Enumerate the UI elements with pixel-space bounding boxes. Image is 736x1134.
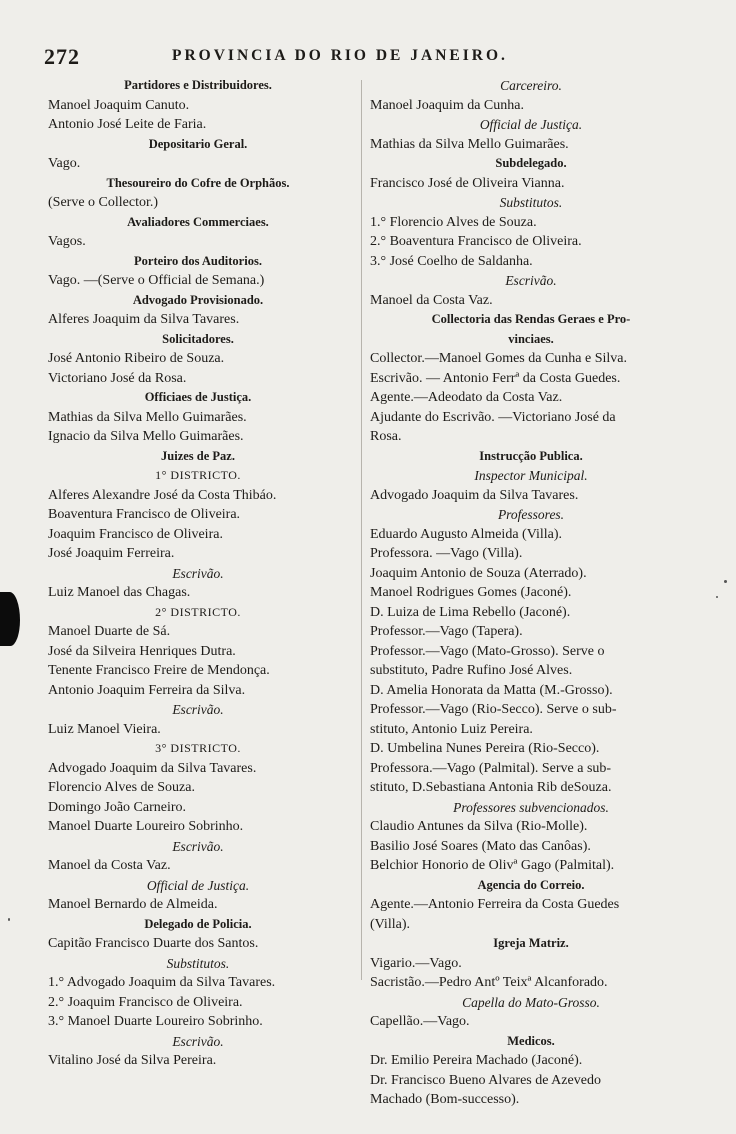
right-subsection-heading: Professores subvencionados. xyxy=(453,799,609,815)
left-entry-line: Mathias da Silva Mello Guimarães. xyxy=(48,409,247,425)
right-entry-line: Capellão.—Vago. xyxy=(370,1014,470,1029)
left-entry-line: Manoel Duarte Loureiro Sobrinho. xyxy=(48,819,244,834)
left-entry-line: (Serve o Collector.) xyxy=(48,195,159,210)
page-number: 272 xyxy=(44,44,80,69)
right-entry-line: Claudio Antunes da Silva (Rio-Molle). xyxy=(370,819,588,834)
left-entry-line: Vagos. xyxy=(48,234,86,249)
left-entry-line: 3.° Manoel Duarte Loureiro Sobrinho. xyxy=(48,1014,263,1029)
right-subsection-heading: Capella do Mato-Grosso. xyxy=(462,994,600,1010)
left-column xyxy=(48,76,348,1071)
left-entry-line: Antonio José Leite de Faria. xyxy=(48,117,207,132)
right-entry-line: Agente.—Adeodato da Costa Vaz. xyxy=(370,390,563,405)
right-entry-line: Eduardo Augusto Almeida (Villa). xyxy=(370,526,563,542)
left-section-heading: Porteiro dos Auditorios. xyxy=(134,253,262,268)
left-subsection-heading: Official de Justiça. xyxy=(146,877,250,893)
left-entry-line: Alferes Joaquim da Silva Tavares. xyxy=(48,312,240,327)
right-entry-line: 1.° Florencio Alves de Souza. xyxy=(370,214,537,230)
right-entry-line: Sacristão.—Pedro Antº Teixª Alcanforado. xyxy=(370,975,608,990)
speck xyxy=(716,596,718,598)
left-entry-line: Alferes Alexandre José da Costa Thibáo. xyxy=(48,487,277,503)
left-entry-line: Florencio Alves de Souza. xyxy=(48,780,195,795)
right-entry-line: Advogado Joaquim da Silva Tavares. xyxy=(370,487,579,503)
left-entry-line: 1.° Advogado Joaquim da Silva Tavares. xyxy=(48,975,276,990)
left-entry-line: 2.° Joaquim Francisco de Oliveira. xyxy=(48,994,243,1010)
left-subsection-heading: Escrivão. xyxy=(172,838,224,854)
left-subsection-heading: Escrivão. xyxy=(172,1033,224,1049)
column-divider xyxy=(361,80,362,980)
right-entry-line: 2.° Boaventura Francisco de Oliveira. xyxy=(370,234,582,249)
right-column xyxy=(370,76,692,1110)
left-section-heading: Partidores e Distribuidores. xyxy=(124,78,272,92)
left-subsection-heading: Escrivão. xyxy=(172,565,224,581)
left-entry-line: José Antonio Ribeiro de Souza. xyxy=(48,351,225,366)
speck xyxy=(724,580,727,583)
right-section-heading: Agencia do Correio. xyxy=(477,877,585,892)
left-entry-line: José da Silveira Henriques Dutra. xyxy=(48,643,236,659)
right-entry-line: Joaquim Antonio de Souza (Aterrado). xyxy=(370,565,587,581)
right-entry-line: Dr. Emilio Pereira Machado (Jaconé). xyxy=(370,1053,583,1068)
left-subsection-heading: Escrivão. xyxy=(172,702,224,717)
right-entry-line: D. Luiza de Lima Rebello (Jaconé). xyxy=(370,604,571,620)
right-entry-line: substituto, Padre Rufino José Alves. xyxy=(370,663,573,678)
speck xyxy=(8,918,10,921)
left-entry-line: Vago. xyxy=(48,156,81,171)
right-entry-line: Manoel Rodrigues Gomes (Jaconé). xyxy=(370,585,572,600)
right-entry-line: D. Amelia Honorata da Matta (M.-Grosso). xyxy=(370,682,613,698)
right-entry-line: Manoel Joaquim da Cunha. xyxy=(370,97,524,113)
right-section-heading: Igreja Matriz. xyxy=(493,936,569,950)
right-entry-line: Professor.—Vago (Mato-Grosso). Serve o xyxy=(370,643,605,659)
right-entry-line: Agente.—Antonio Ferreira da Costa Guedes xyxy=(370,897,620,912)
right-entry-line: stituto, D.Sebastiana Antonia Rib deSouza. xyxy=(370,780,612,795)
right-entry-line: Basilio José Soares (Mato das Canôas). xyxy=(370,838,591,854)
right-entry-line: Belchior Honorio de Olivª Gago (Palmital). xyxy=(370,858,615,873)
right-subsection-heading: Escrivão. xyxy=(505,273,557,288)
left-section-heading: Officiaes de Justiça. xyxy=(144,390,252,404)
right-entry-line: Mathias da Silva Mello Guimarães. xyxy=(370,136,569,152)
left-district-heading: 1° DISTRICTO. xyxy=(155,468,241,482)
left-entry-line: Ignacio da Silva Mello Guimarães. xyxy=(48,429,244,444)
left-entry-line: Joaquim Francisco de Oliveira. xyxy=(48,526,223,542)
right-subsection-heading: Substitutos. xyxy=(499,195,563,210)
right-entry-line: Manoel da Costa Vaz. xyxy=(370,292,493,308)
right-entry-line: Francisco José de Oliveira Vianna. xyxy=(370,175,565,191)
left-entry-line: Luiz Manoel das Chagas. xyxy=(48,585,191,600)
left-entry-line: Manoel da Costa Vaz. xyxy=(48,858,171,873)
left-entry-line: Vitalino José da Silva Pereira. xyxy=(48,1053,217,1068)
left-entry-line: Victoriano José da Rosa. xyxy=(48,370,187,386)
left-entry-line: Manoel Joaquim Canuto. xyxy=(48,97,190,113)
right-section-heading: vinciaes. xyxy=(508,331,554,346)
page-title: PROVINCIA DO RIO DE JANEIRO. xyxy=(172,47,508,64)
right-entry-line: Professora. —Vago (Villa). xyxy=(370,546,523,561)
right-entry-line: Vigario.—Vago. xyxy=(370,955,462,971)
right-section-heading: Subdelegado. xyxy=(495,156,567,170)
left-section-heading: Juizes de Paz. xyxy=(161,448,235,463)
left-entry-line: Luiz Manoel Vieira. xyxy=(48,721,161,737)
right-entry-line: 3.° José Coelho de Saldanha. xyxy=(370,253,533,269)
page-header xyxy=(44,44,694,70)
left-entry-line: Antonio Joaquim Ferreira da Silva. xyxy=(48,682,246,698)
right-entry-line: Ajudante do Escrivão. —Victoriano José da xyxy=(370,409,616,425)
right-entry-line: Professora.—Vago (Palmital). Serve a sub- xyxy=(370,760,612,776)
left-entry-line: José Joaquim Ferreira. xyxy=(48,546,175,561)
right-entry-line: Professor.—Vago (Rio-Secco). Serve o sub- xyxy=(370,702,617,717)
left-section-heading: Depositario Geral. xyxy=(148,136,248,151)
right-entry-line: (Villa). xyxy=(370,916,410,932)
left-section-heading: Thesoureiro do Cofre de Orphãos. xyxy=(106,175,290,190)
right-entry-line: Machado (Bom-successo). xyxy=(370,1092,520,1107)
right-section-heading: Instrucção Publica. xyxy=(479,448,583,463)
left-district-heading: 3° DISTRICTO. xyxy=(155,741,241,755)
right-entry-line: Escrivão. — Antonio Ferrª da Costa Guedes. xyxy=(370,370,621,386)
left-entry-line: Capitão Francisco Duarte dos Santos. xyxy=(48,936,259,951)
right-entry-line: Dr. Francisco Bueno Alvares de Azevedo xyxy=(370,1072,601,1088)
right-section-heading: Collectoria das Rendas Geraes e Pro- xyxy=(431,312,631,326)
left-section-heading: Delegado de Policia. xyxy=(144,916,252,931)
left-entry-line: Advogado Joaquim da Silva Tavares. xyxy=(48,760,257,776)
left-subsection-heading: Substitutos. xyxy=(166,955,230,971)
right-subsection-heading: Carcereiro. xyxy=(500,78,562,93)
left-entry-line: Tenente Francisco Freire de Mendonça. xyxy=(48,663,270,678)
left-entry-line: Domingo João Carneiro. xyxy=(48,799,187,815)
right-subsection-heading: Official de Justiça. xyxy=(479,117,583,132)
left-entry-line: Vago. —(Serve o Official de Semana.) xyxy=(48,273,265,288)
right-entry-line: Rosa. xyxy=(370,429,402,444)
ink-blot xyxy=(0,592,20,646)
right-subsection-heading: Professores. xyxy=(497,507,565,522)
left-section-heading: Advogado Provisionado. xyxy=(132,292,264,307)
left-section-heading: Solicitadores. xyxy=(162,331,234,346)
left-district-heading: 2° DISTRICTO. xyxy=(155,604,241,619)
right-section-heading: Medicos. xyxy=(507,1033,555,1048)
left-entry-line: Manoel Bernardo de Almeida. xyxy=(48,897,218,912)
right-entry-line: Professor.—Vago (Tapera). xyxy=(370,624,523,639)
left-entry-line: Boaventura Francisco de Oliveira. xyxy=(48,507,241,522)
right-entry-line: stituto, Antonio Luiz Pereira. xyxy=(370,721,533,737)
right-entry-line: D. Umbelina Nunes Pereira (Rio-Secco). xyxy=(370,741,600,756)
right-entry-line: Collector.—Manoel Gomes da Cunha e Silva. xyxy=(370,351,628,366)
left-entry-line: Manoel Duarte de Sá. xyxy=(48,624,171,639)
left-section-heading: Avaliadores Commerciaes. xyxy=(127,214,269,229)
right-subsection-heading: Inspector Municipal. xyxy=(474,468,588,483)
